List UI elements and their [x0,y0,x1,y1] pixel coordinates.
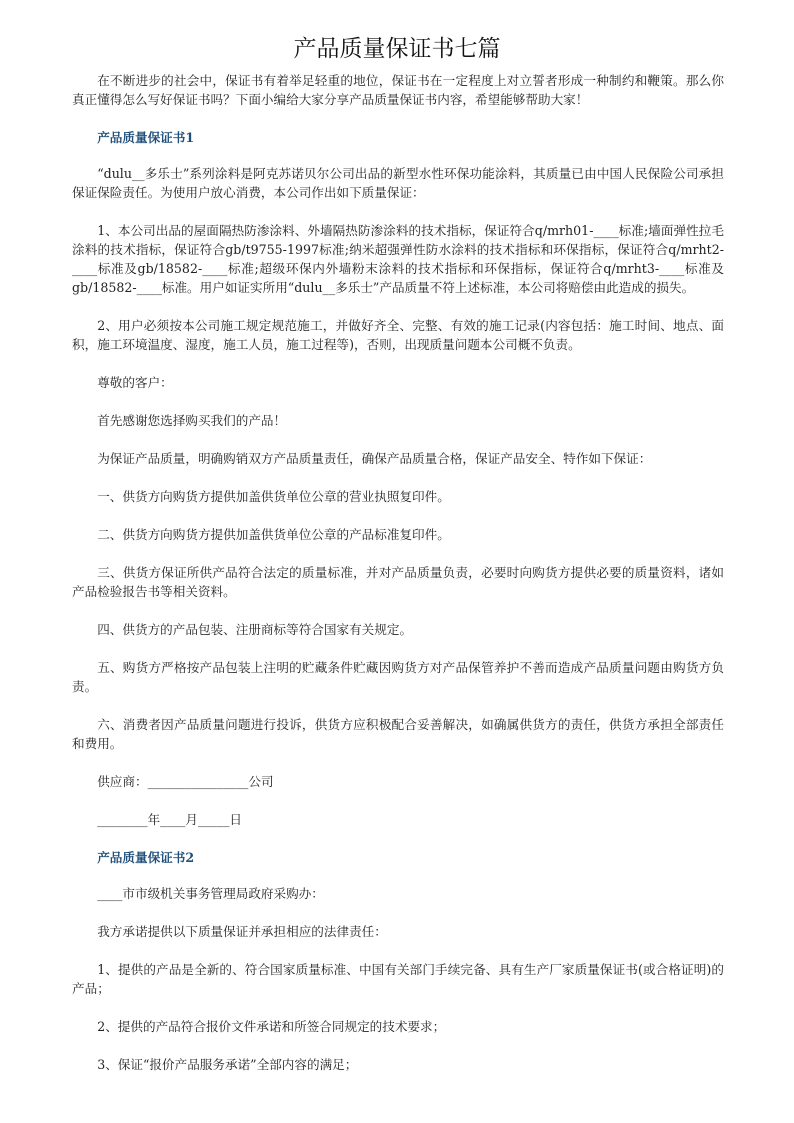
paragraph: 五、购货方严格按产品包装上注明的贮藏条件贮藏因购货方对产品保管养护不善而造成产品质量问题由购货方负责。 [72,660,724,694]
paragraph: 供应商：________________公司 [97,774,274,789]
paragraph: 2、用户必须按本公司施工规定规范施工，并做好齐全、完整、有效的施工记录(内容包括：施工时间、地点、面积，施工环境温度、湿度，施工人员，施工过程等)，否则，出现质量问题本公司概不负责。 [72,318,724,352]
section-heading: 产品质量保证书2 [97,850,195,865]
paragraph: 六、消费者因产品质量问题进行投诉，供货方应积极配合妥善解决，如确属供货方的责任，供货方承担全部责任和费用。 [72,717,724,751]
paragraph: 为保证产品质量，明确购销双方产品质量责任，确保产品质量合格，保证产品安全、特作如下保证： [97,451,652,466]
paragraph: ________年____月_____日 [97,812,243,827]
document-title: 产品质量保证书七篇 [293,36,501,62]
paragraph: ____市市级机关事务管理局政府采购办： [97,886,324,901]
paragraph: 一、供货方向购货方提供加盖供货单位公章的营业执照复印件。 [97,489,450,504]
paragraph: 1、提供的产品是全新的、符合国家质量标准、中国有关部门手续完备、具有生产厂家质量保证书(或合格证明)的产品； [72,962,724,996]
paragraph: 三、供货方保证所供产品符合法定的质量标准，并对产品质量负责，必要时向购货方提供必要的质量资料，诸如产品检验报告书等相关资料。 [72,565,724,599]
paragraph: 在不断进步的社会中，保证书有着举足轻重的地位，保证书在一定程度上对立誓者形成一种制约和鞭策。那么你真正懂得怎么写好保证书吗？下面小编给大家分享产品质量保证书内容，希望能够帮助大家！ [72,73,724,107]
paragraph: “dulu__多乐士”系列涂料是阿克苏诺贝尔公司出品的新型水性环保功能涂料，其质量已由中国人民保险公司承担保证保险责任。为使用户放心消费，本公司作出如下质量保证： [72,166,724,200]
section-heading: 产品质量保证书1 [97,130,195,145]
paragraph: 1、本公司出品的屋面隔热防渗涂料、外墙隔热防渗涂料的技术指标，保证符合q/mrh01-____标准;墙面弹性拉毛涂料的技术指标，保证符合gb/t9755-1997标准;纳米超强弹性防水涂料的技术指标和环保指标，保证符合q/mrht2-____标准及gb/18582-____标准;超级环保内外墙粉末涂料的技术指标和环保指标，保证符合q/mrht3-____标准及gb/18582-____标准。用户如证实所用“dulu__多乐士”产品质量不符上述标准，本公司将赔偿由此造成的损失。 [72,223,724,295]
document-body [72,71,724,1093]
paragraph: 我方承诺提供以下质量保证并承担相应的法律责任： [97,924,387,939]
paragraph: 首先感谢您选择购买我们的产品！ [97,413,287,428]
paragraph: 尊敬的客户： [97,375,173,390]
paragraph: 3、保证“报价产品服务承诺”全部内容的满足； [97,1057,358,1072]
paragraph: 二、供货方向购货方提供加盖供货单位公章的产品标准复印件。 [97,527,450,542]
paragraph: 四、供货方的产品包装、注册商标等符合国家有关规定。 [97,622,413,637]
paragraph: 2、提供的产品符合报价文件承诺和所签合同规定的技术要求； [97,1019,446,1034]
